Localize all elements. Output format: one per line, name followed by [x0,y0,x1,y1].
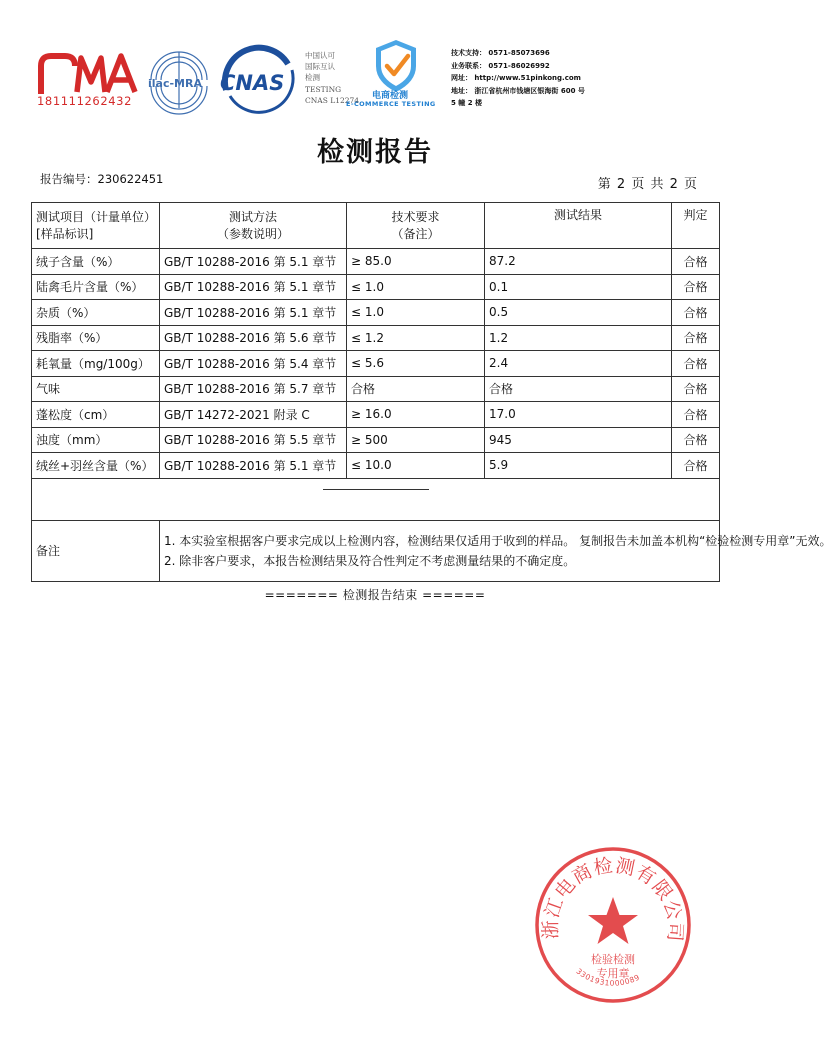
cell-item: 气味 [32,376,160,402]
end-divider [323,489,429,490]
ecommerce-logo-subtitle: E-COMMERCE TESTING [346,100,436,108]
cell-requirement: ≥ 16.0 [347,402,485,428]
cell-judgement: 合格 [672,249,720,275]
contact-business: 业务联系： 0571-86026992 [451,61,550,70]
header-test-result: 测试结果 [485,203,672,249]
contact-info [451,47,585,110]
cell-result: 87.2 [485,249,672,275]
cma-number: 181111262432 [37,94,132,108]
seal-ring-text: 浙江电商检测有限公司 [539,854,687,944]
table-header-row [32,203,720,249]
header-test-item: 测试项目（计量单位） [样品标识] [32,203,160,249]
cell-method: GB/T 10288-2016 第 5.1 章节 [160,453,347,479]
cell-requirement: ≤ 10.0 [347,453,485,479]
ilac-mra-logo [147,50,211,110]
table-row [32,402,720,428]
cnas-logo [218,50,300,110]
cell-method: GB/T 10288-2016 第 5.5 章节 [160,427,347,453]
notes-content [160,520,832,581]
note-2: 2. 除非客户要求，本报告检测结果及符合性判定不考虑测量结果的不确定度。 [164,553,576,568]
cell-result: 1.2 [485,325,672,351]
cell-item: 耗氧量（mg/100g） [32,351,160,377]
cell-method: GB/T 14272-2021 附录 C [160,402,347,428]
cell-result: 17.0 [485,402,672,428]
table-row [32,325,720,351]
table-blank-row [32,478,720,520]
cell-judgement: 合格 [672,376,720,402]
header-test-method: 测试方法 （参数说明） [160,203,347,249]
table-row [32,351,720,377]
report-number: 报告编号：230622451 [40,172,164,186]
cell-judgement: 合格 [672,300,720,326]
table-row [32,376,720,402]
notes-label: 备注 [32,520,160,581]
cell-judgement: 合格 [672,427,720,453]
table-row [32,249,720,275]
contact-tech-support: 技术支持： 0571-85073696 [451,49,550,57]
svg-text:ilac-MRA: ilac-MRA [148,77,202,90]
cell-judgement: 合格 [672,325,720,351]
cell-requirement: ≤ 1.0 [347,274,485,300]
official-seal [533,845,693,1005]
cell-item: 杂质（%） [32,300,160,326]
table-row [32,274,720,300]
table-row [32,427,720,453]
contact-website: 网址： http://www.51pinkong.com [451,74,581,83]
seal-center-line2: 专用章 [596,967,630,980]
cell-judgement: 合格 [672,453,720,479]
cell-item: 残脂率（%） [32,325,160,351]
cell-method: GB/T 10288-2016 第 5.1 章节 [160,274,347,300]
cell-item: 蓬松度（cm） [32,402,160,428]
cell-result: 合格 [485,376,672,402]
report-end-marker: ======= 检测报告结束 ====== [264,588,486,602]
contact-address: 地址： 浙江省杭州市钱塘区银海街 600 号 [451,86,585,95]
cell-requirement: ≤ 5.6 [347,351,485,377]
cell-item: 浊度（mm） [32,427,160,453]
contact-address-line2: 5 幢 2 楼 [451,99,483,108]
cell-method: GB/T 10288-2016 第 5.1 章节 [160,300,347,326]
cell-result: 945 [485,427,672,453]
cell-requirement: ≥ 85.0 [347,249,485,275]
cell-item: 绒子含量（%） [32,249,160,275]
cnas-accreditation-text: 中国认可 国际互认 检测 TESTING CNAS L12274 [305,51,360,105]
note-1: 1. 本实验室根据客户要求完成以上检测内容，检测结果仅适用于收到的样品。 复制报告未加盖本机构“检验检测专用章”无效。 [164,533,832,548]
cell-judgement: 合格 [672,351,720,377]
document-title: 检测报告 [317,137,433,168]
cell-method: GB/T 10288-2016 第 5.7 章节 [160,376,347,402]
cell-result: 5.9 [485,453,672,479]
cell-item: 绒丝+羽丝含量（%） [32,453,160,479]
header-technical-requirement: 技术要求 （备注） [347,203,485,249]
cell-requirement: ≤ 1.2 [347,325,485,351]
ecommerce-logo-title: 电商检测 [372,91,409,101]
cell-item: 陆禽毛片含量（%） [32,274,160,300]
cell-result: 0.1 [485,274,672,300]
cell-result: 0.5 [485,300,672,326]
header-judgement: 判定 [672,203,720,249]
cell-requirement: ≥ 500 [347,427,485,453]
test-results-table [31,202,832,582]
seal-center-line1: 检验检测 [591,953,635,966]
table-row [32,453,720,479]
cell-method: GB/T 10288-2016 第 5.6 章节 [160,325,347,351]
seal-serial: 3301931000089 [574,966,642,988]
table-row [32,300,720,326]
notes-row [32,520,720,581]
cell-method: GB/T 10288-2016 第 5.4 章节 [160,351,347,377]
cell-judgement: 合格 [672,274,720,300]
cell-requirement: ≤ 1.0 [347,300,485,326]
cell-result: 2.4 [485,351,672,377]
svg-text:CNAS: CNAS [220,71,285,95]
cell-requirement: 合格 [347,376,485,402]
cell-judgement: 合格 [672,402,720,428]
cell-method: GB/T 10288-2016 第 5.1 章节 [160,249,347,275]
page-info: 第 2 页 共 2 页 [597,177,698,192]
